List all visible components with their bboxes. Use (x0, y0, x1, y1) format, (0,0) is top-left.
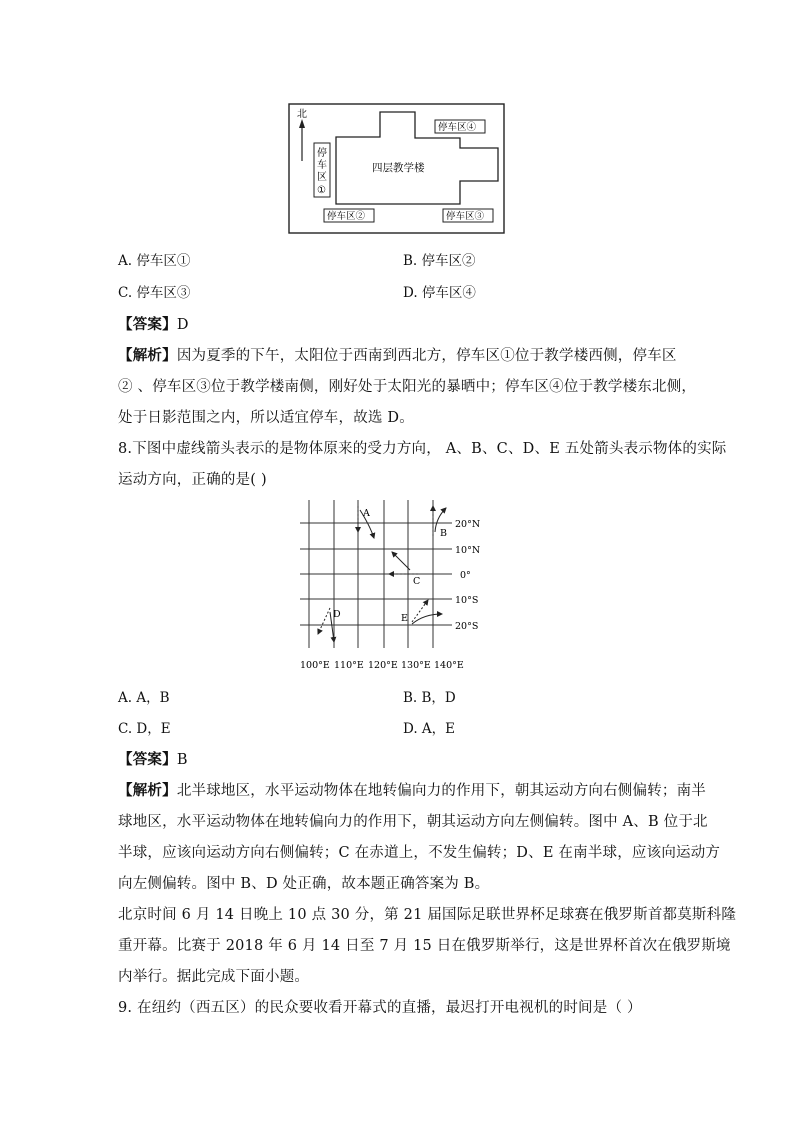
coriolis-grid-diagram (300, 498, 500, 676)
q7-option-c: C. 停车区③ (118, 285, 191, 301)
lon-label: 120°E (368, 660, 398, 671)
q8-stem: 8.下图中虚线箭头表示的是物体原来的受力方向， A、B、C、D、E 五处箭头表示物体的实际 (118, 441, 727, 457)
arrow-d-force (318, 608, 330, 634)
point-label: C (413, 576, 421, 587)
passage-line: 内举行。据此完成下面小题。 (118, 969, 310, 985)
zone3-label: 停车区③ (446, 211, 485, 222)
passage-line: 重开幕。比赛于 2018 年 6 月 14 日至 7 月 15 日在俄罗斯举行，这是世界杯首次在俄罗斯境 (118, 938, 731, 954)
lat-label: 10°N (455, 545, 481, 556)
north-label: 北 (297, 109, 307, 120)
q8-analysis-line: 半球，应该向运动方向右侧偏转；C 在赤道上，不发生偏转；D、E 在南半球，应该向运动方 (118, 845, 721, 861)
zone1-char: 车 (317, 160, 327, 171)
lon-label: 140°E (434, 660, 464, 671)
answer-label: 【答案】 (118, 751, 177, 768)
lon-label: 130°E (401, 660, 431, 671)
q8-option-d: D. A，E (403, 721, 456, 737)
analysis-label: 【解析】 (118, 347, 177, 364)
q8-option-c: C. D，E (118, 721, 171, 737)
q7-option-d: D. 停车区④ (403, 285, 476, 301)
arrow-e-motion (412, 614, 442, 624)
q7-analysis-line: ② 、停车区③位于教学楼南侧，刚好处于太阳光的暴晒中；停车区④位于教学楼东北侧， (118, 379, 697, 395)
point-label: E (401, 613, 408, 624)
answer-label: 【答案】 (118, 316, 177, 333)
q7-analysis-line: 处于日影范围之内，所以适宜停车，故选 D。 (118, 410, 414, 426)
lat-label: 20°N (455, 519, 481, 530)
answer-value: B (176, 752, 188, 768)
answer-value: D (176, 317, 189, 333)
lat-label: 0° (460, 570, 471, 581)
zone4-label: 停车区④ (438, 122, 477, 133)
point-label: A (363, 508, 370, 519)
q8-option-a: A. A，B (118, 690, 170, 706)
lat-label: 10°S (455, 595, 479, 606)
arrow-c-motion (392, 552, 410, 570)
point-label: D (333, 609, 341, 620)
point-label: B (440, 528, 447, 539)
q7-option-a: A. 停车区① (118, 253, 191, 269)
q8-analysis-line: 球地区，水平运动物体在地转偏向力的作用下，朝其运动方向左侧偏转。图中 A、B 位于北 (118, 814, 708, 830)
q7-option-b: B. 停车区② (403, 253, 476, 269)
passage-line: 北京时间 6 月 14 日晚上 10 点 30 分，第 21 届国际足联世界杯足球赛在俄罗斯首都莫斯科隆 (118, 907, 737, 923)
zone1-char: 区 (317, 172, 327, 183)
q8-stem: 运动方向，正确的是( ) (118, 472, 267, 488)
q9-stem: 9. 在纽约（西五区）的民众要收看开幕式的直播，最迟打开电视机的时间是（ ） (118, 1000, 642, 1016)
lon-label: 110°E (334, 660, 364, 671)
q8-analysis-line: 向左侧偏转。图中 B、D 处正确，故本题正确答案为 B。 (118, 876, 490, 892)
q7-analysis-line: 【解析】因为夏季的下午，太阳位于西南到西北方，停车区①位于教学楼西侧，停车区 (118, 347, 677, 364)
building-label: 四层教学楼 (372, 162, 425, 174)
q8-answer (118, 748, 188, 769)
q8-analysis-line: 【解析】北半球地区，水平运动物体在地转偏向力的作用下，朝其运动方向右侧偏转；南半 (118, 782, 707, 799)
parking-diagram (288, 103, 506, 235)
zone1-char: 停 (317, 148, 327, 159)
q7-answer (118, 313, 189, 334)
q8-option-b: B. B，D (403, 690, 456, 706)
lat-label: 20°S (455, 621, 479, 632)
lon-label: 100°E (300, 660, 330, 671)
analysis-label: 【解析】 (118, 782, 177, 799)
zone2-label: 停车区② (327, 211, 366, 222)
zone1-char: ① (317, 185, 326, 196)
